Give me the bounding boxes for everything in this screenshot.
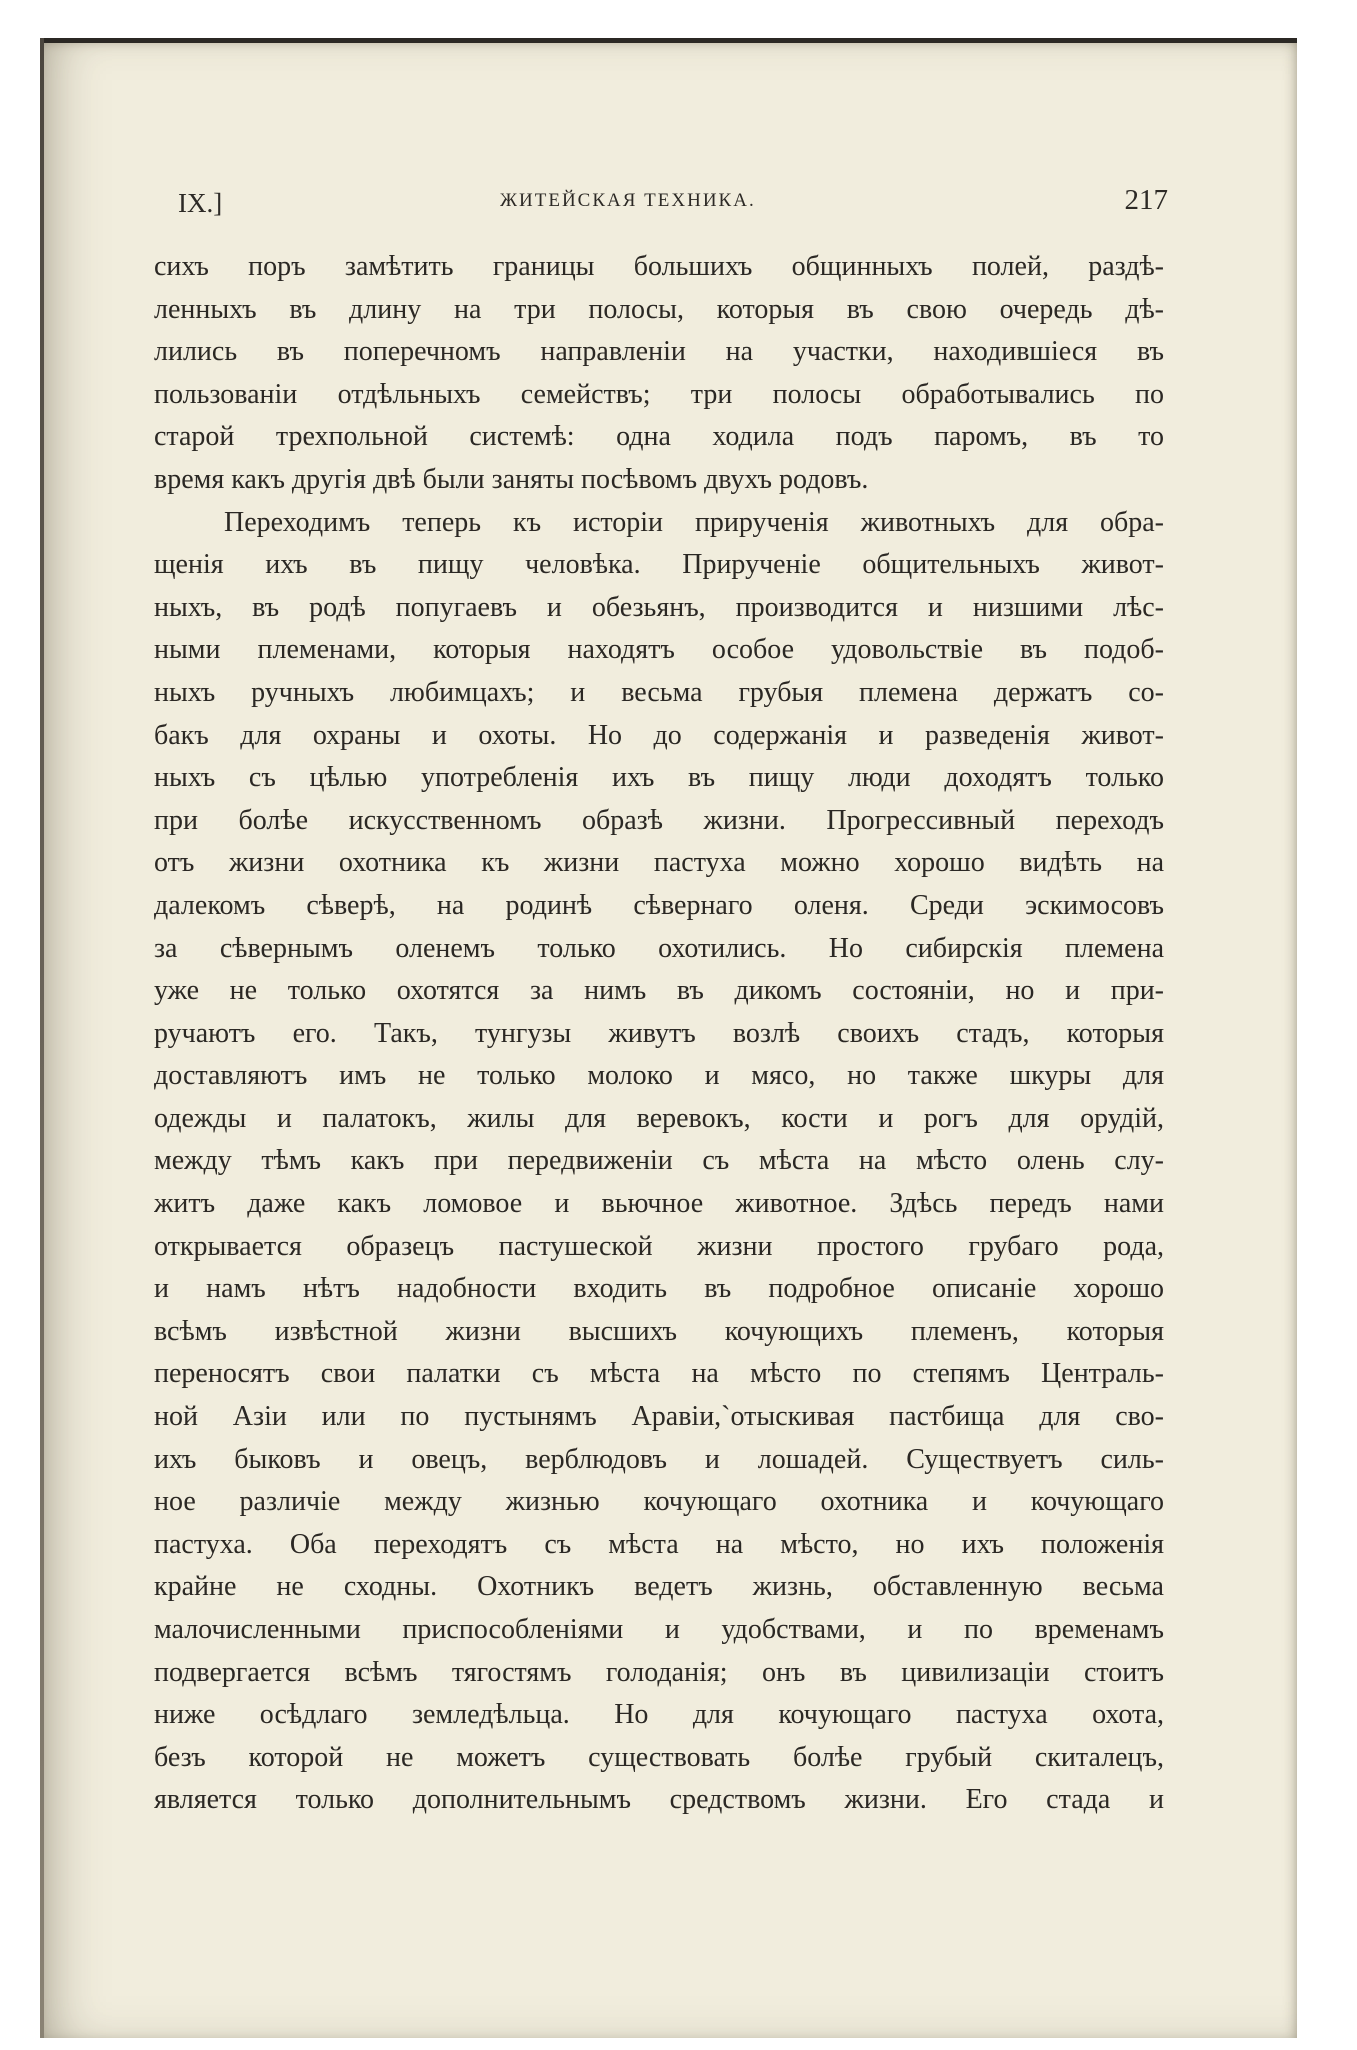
- text-line: ными племенами, которыя находятъ особое удовольствіе въ подоб-: [154, 634, 1164, 666]
- text-line: ленныхъ въ длину на три полосы, которыя въ свою очередь дѣ-: [154, 293, 1164, 325]
- running-title: ЖИТЕЙСКАЯ ТЕХНИКА.: [500, 190, 756, 211]
- page-top-edge: [40, 38, 1297, 43]
- text-line: всѣмъ извѣстной жизни высшихъ кочующихъ племенъ, которыя: [154, 1315, 1164, 1347]
- text-line: малочисленными приспособленіями и удобствами, и по временамъ: [154, 1614, 1164, 1645]
- text-line: ныхъ ручныхъ любимцахъ; и весьма грубыя племена держатъ со-: [154, 676, 1164, 708]
- page-number: 217: [1124, 184, 1168, 216]
- chapter-marker: IX.]: [178, 188, 223, 218]
- body-text: [154, 246, 1164, 1822]
- text-line: сихъ поръ замѣтить границы большихъ общинныхъ полей, раздѣ-: [154, 251, 1164, 282]
- text-line: безъ которой не можетъ существовать болѣе грубый скиталецъ,: [154, 1741, 1164, 1773]
- text-line: переносятъ свои палатки съ мѣста на мѣсто по степямъ Централь-: [154, 1358, 1164, 1390]
- text-line: старой трехпольной системѣ: одна ходила подъ паромъ, въ то: [154, 421, 1164, 453]
- text-line: ное различіе между жизнью кочующаго охотника и кочующаго: [154, 1486, 1164, 1518]
- paragraph-first-line: Переходимъ теперь къ исторіи прирученія животныхъ для обра-: [224, 506, 1164, 538]
- text-line: и намъ нѣтъ надобности входить въ подробное описаніе хорошо: [154, 1273, 1164, 1305]
- text-line: щенія ихъ въ пищу человѣка. Прирученіе общительныхъ живот-: [154, 549, 1164, 581]
- text-line: ныхъ съ цѣлью употребленія ихъ въ пищу люди доходятъ только: [154, 762, 1164, 794]
- text-line: лились въ поперечномъ направленіи на участки, находившіеся въ: [154, 336, 1164, 368]
- text-line: за сѣвернымъ оленемъ только охотились. Но сибирскія племена: [154, 932, 1164, 964]
- text-line: между тѣмъ какъ при передвиженіи съ мѣста на мѣсто олень слу-: [154, 1145, 1164, 1177]
- text-line: ной Азіи или по пустынямъ Аравіи,`отыскивая пастбища для сво-: [154, 1401, 1164, 1433]
- text-line: открывается образецъ пастушеской жизни простого грубаго рода,: [154, 1230, 1164, 1262]
- text-line: пользованіи отдѣльныхъ семействъ; три полосы обработывались по: [154, 378, 1164, 410]
- text-line: пастуха. Оба переходятъ съ мѣста на мѣсто, но ихъ положенія: [154, 1528, 1164, 1560]
- text-line: далекомъ сѣверѣ, на родинѣ сѣвернаго оленя. Среди эскимосовъ: [154, 889, 1164, 921]
- text-line: житъ даже какъ ломовое и вьючное животное. Здѣсь передъ нами: [154, 1188, 1164, 1220]
- page-left-edge: [40, 38, 44, 2038]
- text-line: уже не только охотятся за нимъ въ дикомъ состояніи, но и при-: [154, 975, 1164, 1007]
- running-header: [178, 184, 1168, 228]
- text-line: ныхъ, въ родѣ попугаевъ и обезьянъ, производится и низшими лѣс-: [154, 591, 1164, 623]
- text-line: ихъ быковъ и овецъ, верблюдовъ и лошадей. Существуетъ силь-: [154, 1443, 1164, 1475]
- text-line: отъ жизни охотника къ жизни пастуха можно хорошо видѣть на: [154, 847, 1164, 879]
- text-line: бакъ для охраны и охоты. Но до содержанія и разведенія живот-: [154, 719, 1164, 751]
- text-line: время какъ другія двѣ были заняты посѣвомъ двухъ родовъ.: [154, 463, 869, 495]
- text-line: крайне не сходны. Охотникъ ведетъ жизнь, обставленную весьма: [154, 1571, 1164, 1603]
- text-line: при болѣе искусственномъ образѣ жизни. Прогрессивный переходъ: [154, 804, 1164, 836]
- text-line: является только дополнительнымъ средствомъ жизни. Его стада и: [154, 1784, 1164, 1816]
- text-line: подвергается всѣмъ тягостямъ голоданія; онъ въ цивилизаціи стоитъ: [154, 1656, 1164, 1688]
- text-line: ниже осѣдлаго земледѣльца. Но для кочующаго пастуха охота,: [154, 1699, 1164, 1731]
- text-line: доставляютъ имъ не только молоко и мясо, но также шкуры для: [154, 1060, 1164, 1092]
- text-line: одежды и палатокъ, жилы для веревокъ, кости и рогъ для орудій,: [154, 1102, 1164, 1134]
- text-line: ручаютъ его. Такъ, тунгузы живутъ возлѣ своихъ стадъ, которыя: [154, 1017, 1164, 1049]
